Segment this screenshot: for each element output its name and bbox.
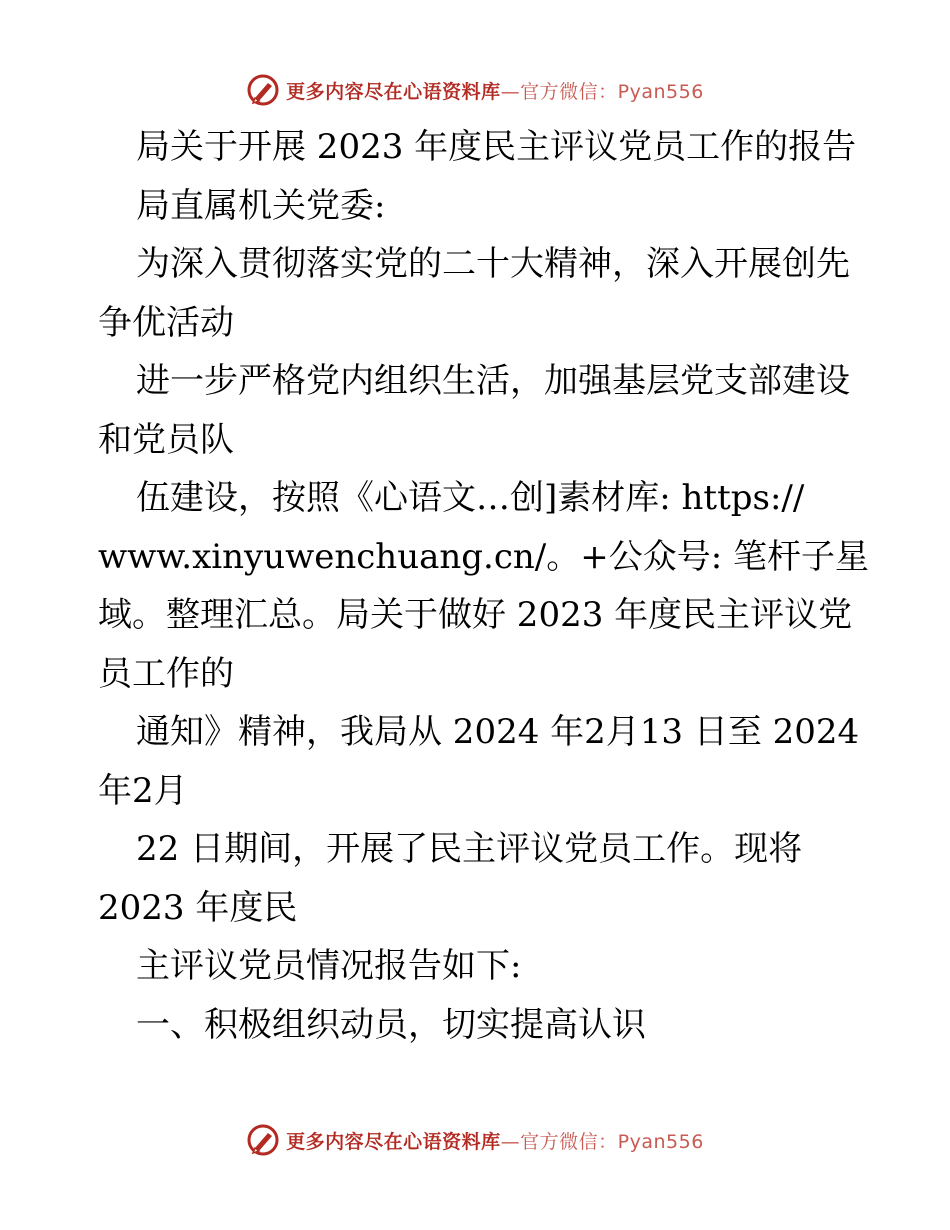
pen-logo-icon	[246, 73, 280, 107]
text-line: 员工作的	[98, 653, 234, 694]
text-line: 局关于开展 2023 年度民主评议党员工作的报告	[136, 127, 857, 167]
document-body	[98, 118, 869, 1054]
text-line: www.xinyuwenchuang.cn/。+公众号: 笔杆子星	[98, 536, 869, 577]
text-line: 为深入贯彻落实党的二十大精神，深入开展创先	[136, 244, 850, 284]
text-line: 域。整理汇总。局关于做好 2023 年度民主评议党	[98, 595, 853, 635]
text-line: 通知》精神，我局从 2024 年2月13 日至 2024	[136, 712, 860, 752]
text-line: 一、积极组织动员，切实提高认识	[136, 1004, 646, 1045]
pen-logo-icon	[246, 1123, 280, 1157]
text-line: 伍建设，按照《心语文…创]素材库: https://	[136, 478, 805, 518]
text-line: 22 日期间，开展了民主评议党员工作。现将	[136, 829, 803, 869]
text-line: 和党员队	[98, 419, 234, 460]
text-line: 年2月	[98, 770, 188, 811]
text-line: 主评议党员情况报告如下:	[136, 946, 522, 986]
text-line: 进一步严格党内组织生活，加强基层党支部建设	[136, 361, 850, 401]
text-line: 争优活动	[98, 302, 234, 343]
watermark-text: 更多内容尽在心语资料库—官方微信：Pyan556	[286, 1130, 704, 1153]
watermark-text: 更多内容尽在心语资料库—官方微信：Pyan556	[286, 80, 704, 103]
header-watermark	[0, 72, 950, 108]
footer-watermark	[0, 1122, 950, 1158]
text-line: 局直属机关党委:	[136, 185, 386, 226]
text-line: 2023 年度民	[98, 887, 298, 928]
